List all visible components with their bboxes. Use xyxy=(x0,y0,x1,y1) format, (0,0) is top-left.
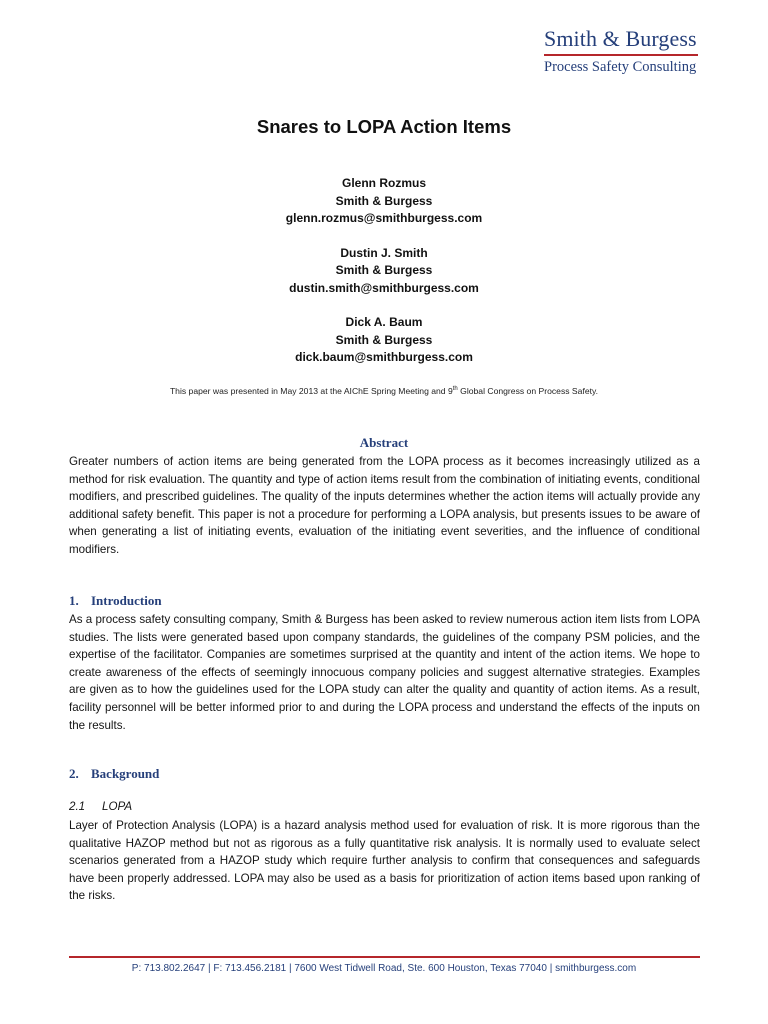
section-number: 2. xyxy=(69,766,79,781)
subsection-heading-lopa xyxy=(69,800,132,813)
abstract-heading: Abstract xyxy=(359,435,409,450)
author-company: Smith & Burgess xyxy=(335,263,433,277)
section-heading-introduction xyxy=(69,593,162,609)
section-title: Background xyxy=(91,766,160,781)
logo-company-name: Smith & Burgess xyxy=(544,26,697,51)
ordinal-suffix: th xyxy=(452,386,458,393)
section-heading-background xyxy=(69,766,159,782)
paper-title: Snares to LOPA Action Items xyxy=(256,116,512,137)
author-name: Glenn Rozmus xyxy=(341,176,426,190)
presentation-note-text-end: Global Congress on Process Safety. xyxy=(457,386,599,396)
author-name: Dustin J. Smith xyxy=(340,245,428,260)
footer-divider xyxy=(69,956,700,958)
introduction-text: As a process safety consulting company, Smith & Burgess has been asked to review numerous action item lists from LOPA studies. The lists were generated based upon company standards, the guidelines of the company PSM policies, and the expertise of the facilitator. Companies are sometimes surprised at the quantity and intent of the action items. We hope to create awareness of the effects of seemingly innocuous company policies and suggest alternative strategies. Examples are given as to how the guidelines used for the LOPA study can alter the quality and quantity of action items. As a result, facility personnel will be better informed prior to and during the LOPA process and understand the effects of the inputs on the results. xyxy=(69,613,700,732)
author-company: Smith & Burgess xyxy=(335,332,433,347)
author-list xyxy=(0,175,768,384)
subsection-number: 2.1 xyxy=(69,800,86,813)
author-name: Dick A. Baum xyxy=(345,315,423,329)
author-block xyxy=(0,175,768,228)
presentation-note xyxy=(0,386,768,396)
company-logo xyxy=(544,26,704,76)
author-email: dustin.smith@smithburgess.com xyxy=(289,280,479,295)
section-number: 1. xyxy=(69,593,79,608)
abstract-text: Greater numbers of action items are being generated from the LOPA process as it becomes increasingly utilized as a method for risk evaluation. The quantity and type of action items result from the combination of initiating events, conditional modifiers, and prescribed guidelines. The quality of the inputs determines whether the action items will actually provide any additional safety benefit. This paper is not a procedure for performing a LOPA analysis, but presents issues to be aware of when generating a list of initiating events, evaluation of the initiating event severities, and the influence of conditional modifiers. xyxy=(69,455,700,556)
author-block xyxy=(0,314,768,367)
author-company: Smith & Burgess xyxy=(335,193,433,208)
author-block xyxy=(0,245,768,298)
logo-tagline: Process Safety Consulting xyxy=(544,59,697,75)
section-title: Introduction xyxy=(91,593,162,608)
lopa-text: Layer of Protection Analysis (LOPA) is a hazard analysis method used for evaluation of risk. It is more rigorous than the qualitative HAZOP method but not as rigorous as a fully quantitative risk analysis. It is normally used to evaluate select scenarios generated from a HAZOP study which require further analysis to confirm that consequences and safeguards have been properly addressed. LOPA may also be used as a basis for prioritization of action items based upon ranking of the risks. xyxy=(69,819,700,903)
presentation-note-text: This paper was presented in May 2013 at the AIChE Spring Meeting and 9 xyxy=(169,386,453,396)
logo-divider xyxy=(544,54,698,56)
author-email: glenn.rozmus@smithburgess.com xyxy=(285,211,483,225)
author-email: dick.baum@smithburgess.com xyxy=(295,350,473,364)
subsection-title: LOPA xyxy=(102,800,133,813)
footer-contact: P: 713.802.2647 | F: 713.456.2181 | 7600 West Tidwell Road, Ste. 600 Houston, Texas 77040 | smithburgess.com xyxy=(131,963,637,974)
